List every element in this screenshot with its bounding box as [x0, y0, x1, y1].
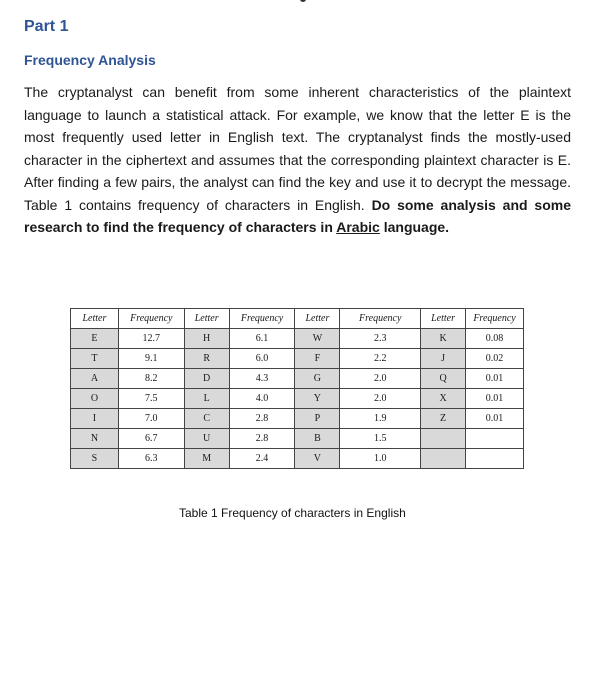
table-caption: Table 1 Frequency of characters in English [179, 506, 406, 520]
letter-cell: C [184, 409, 229, 429]
paragraph-instruction-text: Do some analysis and some research to find the frequency of characters in [24, 196, 571, 235]
section-title: Frequency Analysis [24, 52, 156, 68]
table-row [71, 329, 524, 349]
letter-cell: L [184, 389, 229, 409]
frequency-cell: 2.4 [229, 449, 295, 469]
letter-cell: O [71, 389, 119, 409]
header-frequency: Frequency [118, 309, 184, 329]
frequency-cell: 2.3 [340, 329, 421, 349]
letter-cell: H [184, 329, 229, 349]
frequency-cell: 0.02 [466, 349, 524, 369]
cropped-glyph [300, 0, 306, 2]
table-row [71, 349, 524, 369]
letter-cell: R [184, 349, 229, 369]
header-letter: Letter [295, 309, 340, 329]
letter-cell: X [421, 389, 466, 409]
part-title: Part 1 [24, 18, 69, 35]
letter-cell: A [71, 369, 119, 389]
empty-frequency-cell [466, 449, 524, 469]
header-frequency: Frequency [340, 309, 421, 329]
frequency-cell: 1.5 [340, 429, 421, 449]
table-header-row [71, 309, 524, 329]
frequency-cell: 12.7 [118, 329, 184, 349]
letter-cell: T [71, 349, 119, 369]
header-letter: Letter [71, 309, 119, 329]
letter-cell: Y [295, 389, 340, 409]
body-paragraph [24, 81, 571, 239]
letter-cell: G [295, 369, 340, 389]
empty-letter-cell [421, 449, 466, 469]
frequency-cell: 7.0 [118, 409, 184, 429]
frequency-cell: 6.3 [118, 449, 184, 469]
paragraph-text: The cryptanalyst can benefit from some inherent characteristics of the plaintext language to launch a statistical attack. For example, we know that the letter E is the most frequently used letter in English text. The cryptanalyst finds the mostly-used character in the ciphertext and assumes that the corresponding plaintext character is E. After finding a few pairs, the analyst can find the key and use it to decrypt the message. Table 1 contains frequency of characters in English. [24, 84, 571, 213]
letter-cell: M [184, 449, 229, 469]
letter-cell: P [295, 409, 340, 429]
letter-cell: Z [421, 409, 466, 429]
frequency-cell: 0.08 [466, 329, 524, 349]
frequency-cell: 0.01 [466, 409, 524, 429]
letter-cell: K [421, 329, 466, 349]
letter-cell: U [184, 429, 229, 449]
frequency-cell: 4.3 [229, 369, 295, 389]
frequency-cell: 2.0 [340, 369, 421, 389]
frequency-cell: 1.9 [340, 409, 421, 429]
header-frequency: Frequency [229, 309, 295, 329]
header-letter: Letter [421, 309, 466, 329]
header-frequency: Frequency [466, 309, 524, 329]
empty-frequency-cell [466, 429, 524, 449]
letter-cell: Q [421, 369, 466, 389]
frequency-cell: 2.2 [340, 349, 421, 369]
letter-cell: I [71, 409, 119, 429]
frequency-cell: 6.0 [229, 349, 295, 369]
letter-cell: D [184, 369, 229, 389]
letter-cell: W [295, 329, 340, 349]
frequency-cell: 2.8 [229, 429, 295, 449]
table-row [71, 389, 524, 409]
frequency-cell: 9.1 [118, 349, 184, 369]
paragraph-arabic-word: Arabic [336, 219, 380, 235]
letter-cell: E [71, 329, 119, 349]
frequency-cell: 0.01 [466, 389, 524, 409]
letter-cell: F [295, 349, 340, 369]
letter-cell: B [295, 429, 340, 449]
letter-cell: V [295, 449, 340, 469]
table-row [71, 429, 524, 449]
frequency-cell: 0.01 [466, 369, 524, 389]
header-letter: Letter [184, 309, 229, 329]
frequency-cell: 2.8 [229, 409, 295, 429]
frequency-cell: 8.2 [118, 369, 184, 389]
empty-letter-cell [421, 429, 466, 449]
frequency-cell: 4.0 [229, 389, 295, 409]
frequency-cell: 6.1 [229, 329, 295, 349]
table-row [71, 449, 524, 469]
frequency-cell: 1.0 [340, 449, 421, 469]
paragraph-instruction-end: language. [379, 219, 450, 235]
frequency-cell: 2.0 [340, 389, 421, 409]
letter-cell: N [71, 429, 119, 449]
table-row [71, 409, 524, 429]
frequency-cell: 7.5 [118, 389, 184, 409]
letter-cell: J [421, 349, 466, 369]
table-row [71, 369, 524, 389]
letter-cell: S [71, 449, 119, 469]
frequency-table [70, 308, 524, 469]
frequency-cell: 6.7 [118, 429, 184, 449]
